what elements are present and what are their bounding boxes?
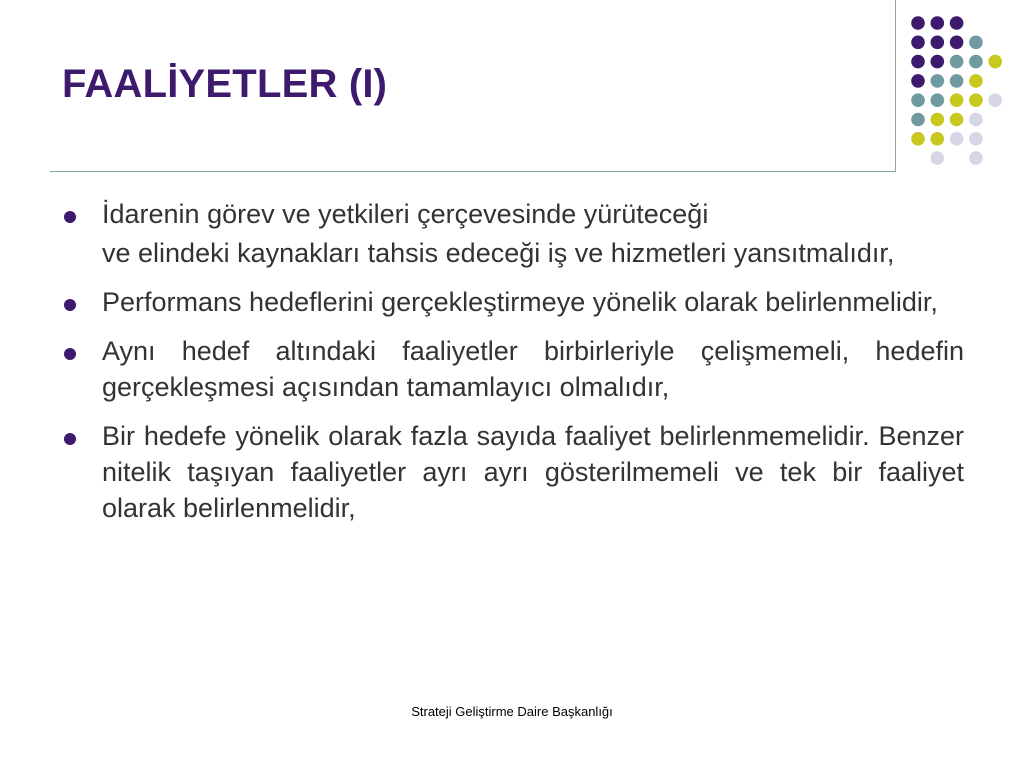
decorative-dot: [969, 36, 983, 50]
decorative-dot: [931, 93, 945, 107]
bullet-dot: [64, 348, 76, 360]
decorative-dot: [911, 16, 925, 30]
decorative-dot: [931, 55, 945, 69]
decorative-dot: [931, 113, 945, 127]
bullet-item: [62, 418, 964, 526]
decorative-dot: [969, 93, 983, 107]
decorative-dot: [911, 93, 925, 107]
bullet-item: [62, 196, 964, 271]
decorative-dot: [931, 151, 945, 165]
bullet-item: [62, 333, 964, 405]
bullet-text: İdarenin görev ve yetkileri çerçevesinde yürüteceği: [102, 199, 709, 229]
decorative-dot: [911, 113, 925, 127]
decorative-dot: [911, 36, 925, 50]
decorative-dot: [969, 55, 983, 69]
bullet-item: [62, 284, 964, 320]
bullet-text-continuation: ve elindeki kaynakları tahsis edeceği iş ve hizmetleri yansıtmalıdır,: [102, 238, 895, 268]
decorative-dot: [969, 132, 983, 146]
decorative-dot: [950, 55, 964, 69]
decorative-dot: [950, 132, 964, 146]
decorative-dot: [931, 132, 945, 146]
decorative-dot: [931, 16, 945, 30]
decorative-dot: [950, 74, 964, 88]
decorative-dot: [931, 36, 945, 50]
decorative-dot: [950, 113, 964, 127]
decorative-dot: [969, 151, 983, 165]
decorative-dot: [931, 74, 945, 88]
vertical-divider: [895, 0, 896, 171]
bullet-dot: [64, 433, 76, 445]
decorative-dot: [988, 93, 1002, 107]
decorative-dot: [950, 93, 964, 107]
decorative-dot: [950, 36, 964, 50]
bullet-dot: [64, 299, 76, 311]
decorative-dot: [911, 132, 925, 146]
decorative-dot: [969, 113, 983, 127]
decorative-dot: [911, 55, 925, 69]
footer-text: Strateji Geliştirme Daire Başkanlığı: [411, 704, 613, 719]
slide-title: FAALİYETLER (I): [62, 62, 388, 106]
bullet-text: Aynı hedef altındaki faaliyetler birbirleriyle çelişmemeli, hedefin gerçekleşmesi açısından tamamlayıcı olmalıdır,: [102, 336, 964, 402]
title-divider: [50, 171, 896, 172]
decorative-dot: [911, 74, 925, 88]
bullet-list: [62, 196, 964, 539]
decorative-dot: [969, 74, 983, 88]
bullet-text: Bir hedefe yönelik olarak fazla sayıda faaliyet belirlenmemelidir. Benzer nitelik taşıyan faaliyetler ayrı ayrı gösterilmemeli ve tek bir faaliyet olarak belirlenmelidir,: [102, 421, 964, 523]
bullet-dot: [64, 211, 76, 223]
decorative-dot: [950, 16, 964, 30]
bullet-text: Performans hedeflerini gerçekleştirmeye yönelik olarak belirlenmelidir,: [102, 287, 938, 317]
decorative-dot: [988, 55, 1002, 69]
